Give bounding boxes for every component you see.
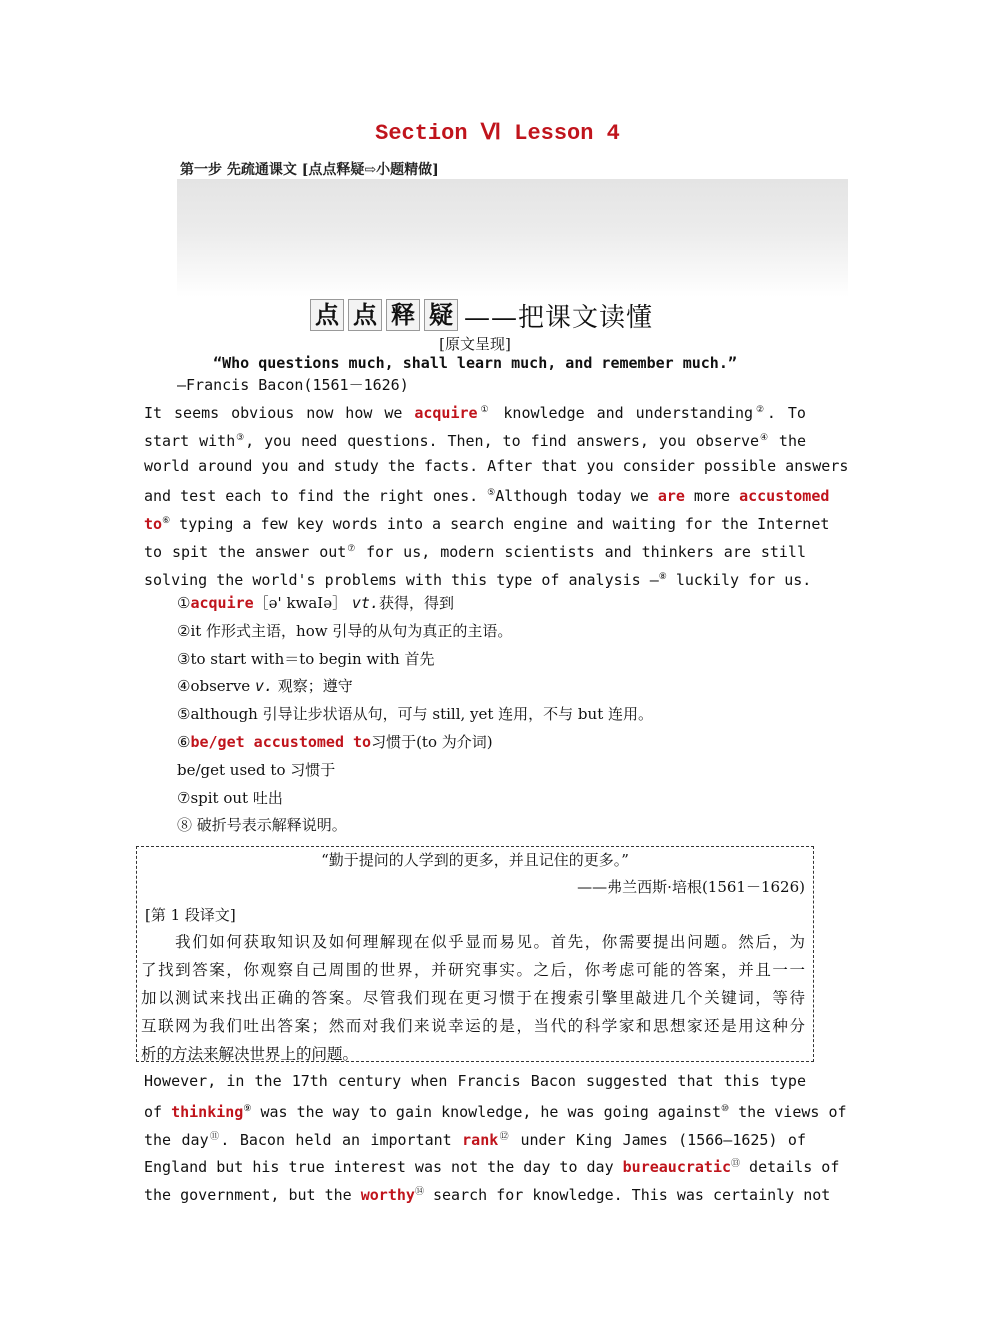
note-marker: ⑬: [731, 1159, 741, 1170]
text-run: details of: [740, 1158, 840, 1177]
text-run: more: [684, 487, 740, 506]
translation-line: 加以测试来找出正确的答案。尽管我们现在更习惯于在搜索引擎里敲进几个关键词，等待: [141, 989, 805, 1007]
text-run: England but his true interest was not the day to day: [144, 1158, 623, 1177]
text-run: the government, but the: [144, 1186, 361, 1205]
text-run: ①: [177, 594, 191, 612]
keyword: accustomed: [739, 487, 830, 506]
translation-text: [141, 928, 805, 1068]
text-run: 习惯于(to 为介词): [371, 732, 493, 751]
note-item: [177, 729, 653, 757]
part-of-speech: vt.: [351, 594, 379, 612]
keyword: to: [144, 515, 163, 534]
text-run: However, in the 17th century when Francis Bacon suggested that this type: [144, 1072, 806, 1090]
text-line: [144, 1151, 840, 1179]
text-run: , you need questions. Then, to find answers, you observe: [245, 431, 760, 450]
note-item: [177, 812, 653, 840]
keyword: bureaucratic: [622, 1158, 732, 1177]
note-marker: ⑥: [162, 516, 171, 527]
text-run: 获得，得到: [378, 594, 454, 612]
banner-image: [177, 179, 848, 297]
text-run: solving the world's problems with this type of analysis —: [144, 570, 659, 589]
note-item: [177, 701, 653, 729]
text-run: be/get used to 习惯于: [177, 760, 336, 779]
keyword: acquire: [414, 404, 478, 422]
heading-rest: ——把课文读懂: [464, 302, 654, 333]
text-line: [144, 397, 806, 425]
paragraph-2: [144, 1068, 847, 1207]
notes-list: [177, 590, 653, 840]
text-run: ⑥: [177, 732, 191, 751]
text-run: . Bacon held an important: [220, 1130, 463, 1149]
boxed-char: 释: [386, 299, 420, 331]
text-run: to spit the answer out: [144, 542, 347, 561]
epigraph-quote: “Who questions much, shall learn much, and remember much.”: [213, 354, 737, 372]
original-label: [原文呈现]: [439, 335, 511, 353]
text-run: Although today we: [495, 487, 658, 506]
text-run: ［ə' kwaIə］: [253, 594, 352, 612]
text-run: search for knowledge. This was certainly not: [423, 1186, 831, 1205]
text-run: It seems obvious now how we: [144, 404, 415, 422]
keyword: thinking: [171, 1102, 244, 1121]
text-run: ③to start with＝to begin with 首先: [177, 649, 435, 668]
text-line: [144, 1124, 806, 1152]
translation-box: [136, 846, 814, 1062]
translation-line: 析的方法来解决世界上的问题。: [141, 1045, 359, 1063]
note-item: [177, 757, 653, 785]
translation-line: 互联网为我们吐出答案；然而对我们来说幸运的是，当代的科学家和思想家还是用这种分: [141, 1017, 805, 1035]
note-marker: ②: [753, 405, 767, 415]
text-run: . To: [766, 404, 806, 422]
translation-line: 我们如何获取知识及如何理解现在似乎显而易见。首先，你需要提出问题。然后，为: [141, 933, 805, 951]
note-marker: ⑭: [414, 1187, 424, 1198]
part-of-speech: v.: [254, 677, 274, 696]
text-run: ⑤although 引导让步状语从句，可与 still, yet 连用，不与 but 连用。: [177, 705, 653, 724]
note-marker: ⑫: [498, 1131, 511, 1142]
page-title: Section Ⅵ Lesson 4: [375, 121, 620, 146]
text-line: [144, 1096, 847, 1124]
translation-tag: [第 1 段译文]: [145, 906, 236, 924]
text-run: the day: [144, 1130, 209, 1149]
text-run: for us, modern scientists and thinkers are still: [356, 542, 806, 561]
text-run: ⑧ 破折号表示解释说明。: [177, 816, 347, 835]
text-line: [144, 480, 830, 508]
text-run: 观察；遵守: [273, 677, 353, 696]
text-run: luckily for us.: [666, 570, 812, 589]
text-run: the: [768, 431, 807, 450]
boxed-char: 点: [348, 299, 382, 331]
note-item: [177, 646, 653, 674]
text-line: [144, 1179, 831, 1207]
section-heading: [310, 298, 653, 332]
text-line: [144, 508, 830, 536]
note-marker: ⑦: [346, 543, 357, 554]
paragraph-1: [144, 397, 849, 592]
boxed-char: 点: [310, 299, 344, 331]
text-run: typing a few key words into a search engine and waiting for the Internet: [170, 515, 830, 534]
note-marker: ③: [235, 432, 246, 443]
keyword: be/get accustomed to: [190, 732, 372, 751]
text-line: [144, 425, 806, 453]
text-line: [144, 453, 849, 481]
boxed-char: 疑: [424, 299, 458, 331]
note-marker: ④: [759, 432, 769, 443]
text-run: of: [144, 1102, 172, 1121]
epigraph-author: —Francis Bacon(1561－1626): [177, 376, 409, 394]
keyword: rank: [462, 1130, 499, 1149]
text-run: ②it 作形式主语，how 引导的从句为真正的主语。: [177, 621, 513, 640]
text-run: and test each to find the right ones.: [144, 487, 488, 506]
text-line: [144, 536, 806, 564]
text-line: [144, 1068, 806, 1096]
text-run: world around you and study the facts. After that you consider possible answers: [144, 456, 849, 475]
note-item: [177, 590, 653, 618]
text-run: ④observe: [177, 677, 255, 696]
note-item: [177, 785, 653, 813]
translation-line: 了找到答案，你观察自己周围的世界，并研究事实。之后，你考虑可能的答案，并且一一: [141, 961, 805, 979]
text-run: ⑦spit out 吐出: [177, 788, 283, 807]
text-line: [144, 564, 812, 592]
text-run: under King James (1566—1625) of: [510, 1130, 806, 1149]
step-heading: 第一步 先疏通课文 [点点释疑⇨小题精做]: [180, 162, 439, 178]
keyword: acquire: [190, 594, 254, 612]
text-run: knowledge and understanding: [491, 404, 754, 422]
note-marker: ⑩: [721, 1103, 730, 1114]
text-run: was the way to gain knowledge, he was going against: [251, 1102, 722, 1121]
keyword: are: [657, 487, 685, 506]
translation-quote: “勤于提问的人学到的更多，并且记住的更多。”: [321, 851, 629, 869]
keyword: worthy: [360, 1186, 415, 1205]
note-marker: ⑨: [243, 1103, 252, 1114]
note-marker: ①: [477, 405, 492, 415]
text-run: start with: [144, 431, 236, 450]
note-item: [177, 673, 653, 701]
translation-author: ——弗兰西斯·培根(1561－1626): [577, 878, 805, 896]
note-item: [177, 618, 653, 646]
note-marker: ⑤: [487, 488, 496, 499]
text-run: the views of: [729, 1102, 847, 1121]
note-marker: ⑧: [658, 571, 667, 582]
note-marker: ⑪: [208, 1131, 221, 1142]
